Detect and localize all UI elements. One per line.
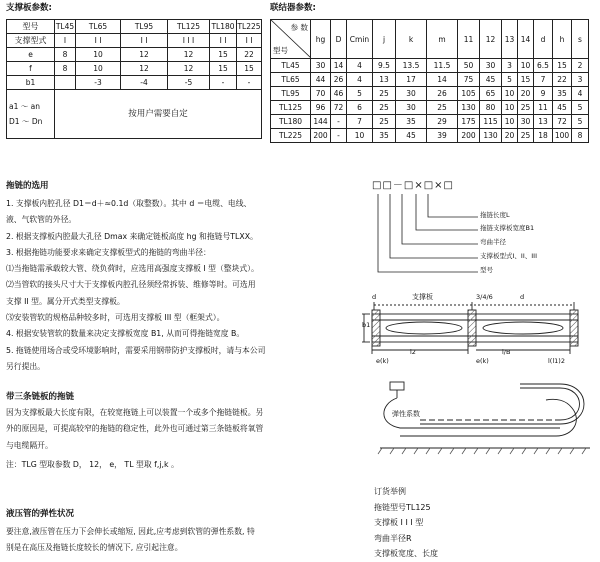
order-line: 支撑板宽度、长度 <box>374 549 438 558</box>
cell: 6 <box>347 101 373 115</box>
selection-line: 液、气软管的外径。 <box>6 215 77 225</box>
cell: -4 <box>121 76 168 90</box>
selection-line: 支撑 ⅠⅠ 型。属分开式类型支撑板。 <box>6 296 125 306</box>
type-label: 支撑型式 <box>7 34 55 48</box>
cell: 8 <box>572 129 589 143</box>
three-chain-line: 因为支撑板最大长度有限，在较宽拖链上可以装置一个或多个拖链链板。另 <box>6 408 264 417</box>
cell: 200 <box>311 129 331 143</box>
column-header: hg <box>311 20 331 59</box>
header-label: 型号 <box>7 20 55 34</box>
cell: 96 <box>311 101 331 115</box>
cell: 45 <box>396 129 427 143</box>
table-row <box>7 76 262 90</box>
cell: 13 <box>534 115 553 129</box>
model-header: TL225 <box>237 20 262 34</box>
cell: 144 <box>311 115 331 129</box>
order-line: 支撑板 Ⅰ Ⅰ Ⅰ 型 <box>374 518 424 527</box>
cell: 130 <box>480 129 502 143</box>
selection-line: 2. 根据支撑板内腔最大孔径 Dmax 来确定链板高度 hg 和拖链号TLXX。 <box>6 231 258 241</box>
cell: 45 <box>480 73 502 87</box>
cell: 29 <box>427 115 458 129</box>
cell: 17 <box>396 73 427 87</box>
column-header: s <box>572 20 589 59</box>
cell: 14 <box>331 59 347 73</box>
cell: 20 <box>518 87 534 101</box>
cell: 20 <box>502 129 518 143</box>
connector-params-title: 联结器参数: <box>270 3 316 13</box>
cell: 12 <box>121 62 168 76</box>
selection-line: ⑴当拖链需承载较大管、绕负荷时，应选用高强度支撑板 Ⅰ 型（整块式）。 <box>6 264 259 274</box>
cell: 175 <box>458 115 480 129</box>
cell: 75 <box>458 73 480 87</box>
type-mark: Ⅰ <box>55 34 76 48</box>
cell: 5 <box>347 87 373 101</box>
model-cell: TL65 <box>271 73 311 87</box>
cell: 5 <box>572 101 589 115</box>
cell: 22 <box>237 48 262 62</box>
table-row <box>271 101 589 115</box>
column-header: 11 <box>458 20 480 59</box>
cell: 30 <box>518 115 534 129</box>
cell: 10 <box>502 115 518 129</box>
cell: 7 <box>534 73 553 87</box>
cell: 80 <box>480 101 502 115</box>
cell: 12 <box>168 48 210 62</box>
cell: 10 <box>76 62 121 76</box>
code-label-length: 拖链长度L <box>480 211 510 219</box>
selection-title: 拖链的选用 <box>6 181 49 191</box>
cell: 14 <box>427 73 458 87</box>
elastic-line: 别是在高压及拖链长度较长的情况下, 应引起注意。 <box>6 543 183 553</box>
code-label-type: 支撑板型式Ⅰ、ⅠⅠ、ⅠⅠⅠ <box>480 252 538 260</box>
table-row <box>271 115 589 129</box>
cell: -3 <box>76 76 121 90</box>
cell: 35 <box>553 87 572 101</box>
cell: 5 <box>502 73 518 87</box>
column-header: j <box>373 20 396 59</box>
elastic-body <box>6 524 351 557</box>
selection-line: ⑶安装管软的规格品种较多时，可选用支撑板 ⅠⅠⅠ 型（框架式）。 <box>6 313 225 323</box>
drawing-label-l2: l2 <box>410 348 416 356</box>
corner-cell <box>271 20 311 59</box>
cell: 10 <box>76 48 121 62</box>
corner-top-label: 参 数 <box>290 23 308 32</box>
column-header: 12 <box>480 20 502 59</box>
drawing-label-support-plate: 支撑板 <box>412 293 433 301</box>
cell: 15 <box>237 62 262 76</box>
three-chain-line: 与电缆隔开。 <box>6 440 53 450</box>
cell: 105 <box>458 87 480 101</box>
cell: 25 <box>373 87 396 101</box>
code-leader-lines <box>372 192 492 284</box>
connector-params-table <box>270 19 589 143</box>
type-mark: Ⅰ Ⅰ Ⅰ <box>168 34 210 48</box>
cell: 11 <box>534 101 553 115</box>
code-label-model: 型号 <box>480 266 493 274</box>
cell: 45 <box>553 101 572 115</box>
model-cell: TL95 <box>271 87 311 101</box>
cell: 10 <box>347 129 373 143</box>
custom-labels <box>7 90 55 139</box>
cell: 4 <box>347 73 373 87</box>
column-header: 14 <box>518 20 534 59</box>
code-label-radius: 弯曲半径 <box>480 238 506 246</box>
model-cell: TL45 <box>271 59 311 73</box>
order-line: 拖链型号TL125 <box>374 502 431 512</box>
drawing-label-e-mid: e(k) <box>476 357 489 365</box>
model-header: TL65 <box>76 20 121 34</box>
cell: 11.5 <box>427 59 458 73</box>
table-row <box>271 87 589 101</box>
column-header: d <box>534 20 553 59</box>
cell: 5 <box>572 115 589 129</box>
model-header: TL180 <box>210 20 237 34</box>
row-label: b1 <box>7 76 55 90</box>
cell: - <box>331 129 347 143</box>
type-mark: Ⅰ Ⅰ <box>76 34 121 48</box>
table-row <box>7 62 262 76</box>
cell: 25 <box>373 101 396 115</box>
cell: 10 <box>518 59 534 73</box>
selection-line: 另行提出。 <box>6 361 45 371</box>
cell: 100 <box>553 129 572 143</box>
cell: 25 <box>427 101 458 115</box>
cell: 15 <box>553 59 572 73</box>
support-plate-params-title: 支撑板参数: <box>6 3 52 13</box>
cell: 10 <box>502 101 518 115</box>
cell: 8 <box>55 62 76 76</box>
selection-line: 3. 根据拖链功能要求来确定支撑板型式的拖链的弯曲半径： <box>6 247 211 257</box>
cell: 4 <box>572 87 589 101</box>
cell: 26 <box>331 73 347 87</box>
cell: 35 <box>396 115 427 129</box>
cell: 13.5 <box>396 59 427 73</box>
table-row <box>271 73 589 87</box>
cell: - <box>210 76 237 90</box>
drawing-label-b-dim: l/B <box>502 348 511 356</box>
column-header: h <box>553 20 572 59</box>
elastic-line: 要注意,液压管在压力下会伸长或缩短, 因此,应考虑到软管的弹性系数, 特 <box>6 527 255 536</box>
order-title: 订货举例 <box>374 487 406 496</box>
selection-line: 1. 支撑板内腔孔径 D1＝d＋≈0.1d（取整数）。其中 d ＝电缆、电线、 <box>6 199 252 208</box>
cell: 3 <box>572 73 589 87</box>
three-chain-line: 注：TLG 型取参数 D， 12， e， TL 型取 f,j,k 。 <box>6 459 179 469</box>
cell: 70 <box>311 87 331 101</box>
cell: 12 <box>168 62 210 76</box>
cell: 115 <box>480 115 502 129</box>
cell: 30 <box>311 59 331 73</box>
order-example <box>374 484 438 562</box>
cell: 9.5 <box>373 59 396 73</box>
selection-body <box>6 196 351 375</box>
cell: 200 <box>458 129 480 143</box>
cell: 13 <box>373 73 396 87</box>
cell: 72 <box>331 101 347 115</box>
cell: 15 <box>518 73 534 87</box>
column-header: m <box>427 20 458 59</box>
cell: 15 <box>210 62 237 76</box>
support-plate-params-table <box>6 19 262 139</box>
model-header: TL125 <box>168 20 210 34</box>
model-header: TL95 <box>121 20 168 34</box>
model-cell: TL225 <box>271 129 311 143</box>
cell: 15 <box>210 48 237 62</box>
cell: 30 <box>396 87 427 101</box>
model-cell: TL180 <box>271 115 311 129</box>
cell: 4 <box>347 59 373 73</box>
cell: 44 <box>311 73 331 87</box>
drawing-label-b1: b1 <box>362 321 371 329</box>
cell: 72 <box>553 115 572 129</box>
cell: 26 <box>427 87 458 101</box>
cell: 39 <box>427 129 458 143</box>
drawing-label-d-left: d <box>372 293 377 301</box>
drawing-label-l1: l(l1)2 <box>548 357 565 365</box>
cell: - <box>237 76 262 90</box>
selection-line: 4. 根据安装管软的数量来决定支撑板宽度 B1, 从而可得拖链宽度 B。 <box>6 329 245 339</box>
custom-label-a: a1 ～ an <box>9 102 40 111</box>
model-cell: TL125 <box>271 101 311 115</box>
three-chain-body <box>6 405 351 473</box>
cell: 2 <box>572 59 589 73</box>
cell: 35 <box>373 129 396 143</box>
cell: 22 <box>553 73 572 87</box>
model-code: □□－□×□×□ <box>372 180 454 191</box>
drawing-label-e-left: e(k) <box>376 357 389 365</box>
cell <box>55 76 76 90</box>
cell: 9 <box>534 87 553 101</box>
drawing-label-d-right: d <box>520 293 525 301</box>
table-row <box>7 48 262 62</box>
row-label: f <box>7 62 55 76</box>
cell: 30 <box>396 101 427 115</box>
type-mark: Ⅰ Ⅰ <box>237 34 262 48</box>
custom-note: 按用户需要自定 <box>55 90 262 139</box>
cell: 12 <box>121 48 168 62</box>
code-label-width: 拖链支撑板宽度B1 <box>480 224 535 232</box>
cell: 65 <box>480 87 502 101</box>
table-row <box>271 59 589 73</box>
table-row <box>271 129 589 143</box>
type-mark: Ⅰ Ⅰ <box>210 34 237 48</box>
cell: 8 <box>55 48 76 62</box>
three-chain-line: 外的原因是，可提高较窄的拖链的稳定性，此外也可通过第三条链板将氧管 <box>6 424 264 434</box>
cell: 30 <box>480 59 502 73</box>
connector-table-body <box>271 59 589 143</box>
cell: 10 <box>502 87 518 101</box>
elastic-title: 液压管的弹性状况 <box>6 509 75 519</box>
column-header: k <box>396 20 427 59</box>
column-header: Cmin <box>347 20 373 59</box>
selection-line: 5. 拖链使用场合或受环境影响时，需要采用钢带防护支撑板时，请与本公司 <box>6 345 266 355</box>
chain-bend-drawing <box>360 380 596 458</box>
cell: 25 <box>518 129 534 143</box>
cell: 46 <box>331 87 347 101</box>
drawing-label-elastic: 弹性系数 <box>392 410 420 418</box>
cell: 25 <box>373 115 396 129</box>
cell: 6.5 <box>534 59 553 73</box>
cell: 3 <box>502 59 518 73</box>
cell: -5 <box>168 76 210 90</box>
drawing-label-fraction: 3/4/6 <box>476 293 493 301</box>
cell: 7 <box>347 115 373 129</box>
support-plate-drawing <box>360 300 600 360</box>
corner-bottom-label: 型号 <box>273 46 288 55</box>
custom-label-d: D1 ～ Dn <box>9 117 43 126</box>
three-chain-title: 带三条链板的拖链 <box>6 392 75 402</box>
type-mark: Ⅰ Ⅰ <box>121 34 168 48</box>
cell: 130 <box>458 101 480 115</box>
cell: 18 <box>534 129 553 143</box>
cell: 50 <box>458 59 480 73</box>
cell: 25 <box>518 101 534 115</box>
cell: - <box>331 115 347 129</box>
column-header: 13 <box>502 20 518 59</box>
order-line: 弯曲半径R <box>374 533 412 543</box>
column-header: D <box>331 20 347 59</box>
model-header: TL45 <box>55 20 76 34</box>
row-label: e <box>7 48 55 62</box>
selection-line: ⑵当管软的接头尺寸大于支撑板内腔孔径须经常拆装、维修等时。可选用 <box>6 280 256 290</box>
